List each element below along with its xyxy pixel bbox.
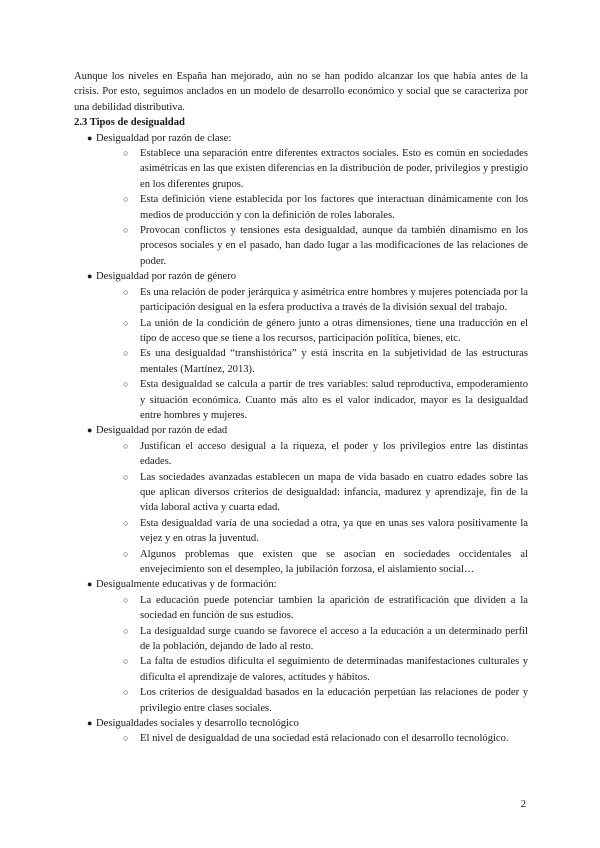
- filled-bullet-icon: ●: [87, 425, 93, 436]
- inequality-type-details: [96, 731, 528, 746]
- detail-item: [123, 593, 528, 624]
- detail-text: La unión de la condición de género junto a otras dimensiones, tiene una traducción en el tipo de acceso que se tiene a los recursos, participación política, bienes, etc.: [140, 317, 528, 344]
- inequality-type-item: [74, 269, 528, 423]
- hollow-bullet-icon: ○: [123, 517, 129, 528]
- inequality-type-item: [74, 577, 528, 716]
- detail-text: La educación puede potenciar tambien la aparición de estratificación que dividen a la sociedad en función de sus estudios.: [140, 594, 528, 622]
- hollow-bullet-icon: ○: [123, 148, 129, 159]
- inequality-types-list: [74, 131, 528, 747]
- hollow-bullet-icon: ○: [123, 286, 129, 297]
- hollow-bullet-icon: ○: [123, 625, 129, 636]
- inequality-type-item: [74, 423, 528, 577]
- hollow-bullet-icon: ○: [123, 317, 129, 328]
- detail-text: Es una desigualdad “transhistórica” y está inscrita en la subjetividad de las estructuras mentales (Martínez, 2013).: [140, 348, 528, 375]
- section-heading: 2.3 Tipos de desigualdad: [74, 117, 185, 129]
- inequality-type-item: [74, 716, 528, 747]
- hollow-bullet-icon: ○: [123, 225, 129, 236]
- inequality-type-title: Desigualdad por razón de clase:: [96, 132, 232, 144]
- detail-item: [123, 654, 528, 685]
- hollow-bullet-icon: ○: [123, 594, 129, 605]
- hollow-bullet-icon: ○: [123, 687, 129, 698]
- detail-text: Esta desigualdad se calcula a partir de tres variables: salud reproductiva, empoderamiento y situación económica. Cuanto más alto es el valor indicador, mayor es la desigualdad entre hombres y mujeres.: [140, 379, 528, 421]
- hollow-bullet-icon: ○: [123, 440, 129, 451]
- hollow-bullet-icon: ○: [123, 348, 129, 359]
- detail-item: [123, 223, 528, 269]
- detail-item: [123, 192, 528, 223]
- detail-item: [123, 516, 528, 547]
- filled-bullet-icon: ●: [87, 132, 93, 143]
- hollow-bullet-icon: ○: [123, 379, 129, 390]
- detail-text: El nivel de desigualdad de una sociedad está relacionado con el desarrollo tecnológico.: [140, 733, 509, 745]
- detail-item: [123, 547, 528, 578]
- detail-item: [123, 685, 528, 716]
- detail-text: Esta definición viene establecida por los factores que interactuan dinámicamente con los medios de producción y con la definición de roles laborales.: [140, 194, 528, 221]
- detail-text: Algunos problemas que existen que se asocian en sociedades occidentales al envejecimiento son el desempleo, la jubilación forzosa, el aislamiento social…: [140, 548, 528, 575]
- inequality-type-title: Desigualdad por razón de edad: [96, 425, 228, 437]
- inequality-type-title: Desigualdad por razón de género: [96, 271, 237, 283]
- hollow-bullet-icon: ○: [123, 733, 129, 744]
- inequality-type-details: [96, 285, 528, 424]
- page-content: [74, 69, 528, 747]
- detail-text: La desigualdad surge cuando se favorece el acceso a la educación a un determinado perfil de la población, dejando de lado al resto.: [140, 625, 528, 653]
- inequality-type-details: [96, 146, 528, 269]
- detail-text: Esta desigualdad varía de una sociedad a otra, ya que en unas ses valora positivamente la vejez y en otras la juventud.: [140, 517, 528, 545]
- detail-text: Justifican el acceso desigual a la riqueza, el poder y los privilegios entre las distintas edades.: [140, 440, 528, 468]
- hollow-bullet-icon: ○: [123, 656, 129, 667]
- detail-text: Las sociedades avanzadas establecen un mapa de vida basado en cuatro edades sobre las que aplican diversos criterios de desigualdad: infancia, madurez y aprendizaje, fin de la vida laboral activa y cuarta edad.: [140, 471, 528, 514]
- detail-item: [123, 377, 528, 423]
- detail-item: [123, 731, 528, 746]
- detail-text: Establece una separación entre diferentes extractos sociales. Esto es común en sociedades asimétricas en las que existen diferencias en la distribución de poder, privilegios y prestigio en los diferentes grupos.: [140, 148, 528, 190]
- detail-item: [123, 439, 528, 470]
- inequality-type-title: Desigualmente educativas y de formación:: [96, 579, 277, 591]
- filled-bullet-icon: ●: [87, 579, 93, 590]
- inequality-type-details: [96, 593, 528, 716]
- page-number: 2: [520, 799, 526, 810]
- hollow-bullet-icon: ○: [123, 471, 129, 482]
- detail-item: [123, 316, 528, 347]
- hollow-bullet-icon: ○: [123, 548, 129, 559]
- filled-bullet-icon: ●: [87, 271, 93, 282]
- detail-item: [123, 146, 528, 192]
- inequality-type-details: [96, 439, 528, 578]
- detail-item: [123, 346, 528, 377]
- inequality-type-title: Desigualdades sociales y desarrollo tecnológico: [96, 718, 299, 730]
- detail-item: [123, 624, 528, 655]
- filled-bullet-icon: ●: [87, 718, 93, 729]
- detail-item: [123, 285, 528, 316]
- detail-text: La falta de estudios dificulta el seguimiento de determinadas manifestaciones culturales y dificulta el aprendizaje de valores, actitudes y hábitos.: [140, 656, 528, 683]
- detail-text: Es una relación de poder jerárquica y asimétrica entre hombres y mujeres potenciada por la participación desigual en la esfera productiva a través de la división sexual del trabajo.: [140, 286, 528, 314]
- detail-item: [123, 470, 528, 516]
- detail-text: Los criterios de desigualdad basados en la educación perpetúan las relaciones de poder y privilegio entre clases sociales.: [140, 687, 528, 714]
- detail-text: Provocan conflictos y tensiones esta desigualdad, aunque da también dinamismo en los procesos sociales y en el pasado, han dado lugar a las modificaciones de las relaciones de poder.: [140, 225, 528, 267]
- intro-paragraph: Aunque los niveles en España han mejorado, aún no se han podido alcanzar los que había antes de la crisis. Por esto, seguimos anclados en un modelo de desarrollo económico y social que se caracteriza por una debilidad distributiva.: [74, 71, 528, 113]
- hollow-bullet-icon: ○: [123, 194, 129, 205]
- inequality-type-item: [74, 131, 528, 270]
